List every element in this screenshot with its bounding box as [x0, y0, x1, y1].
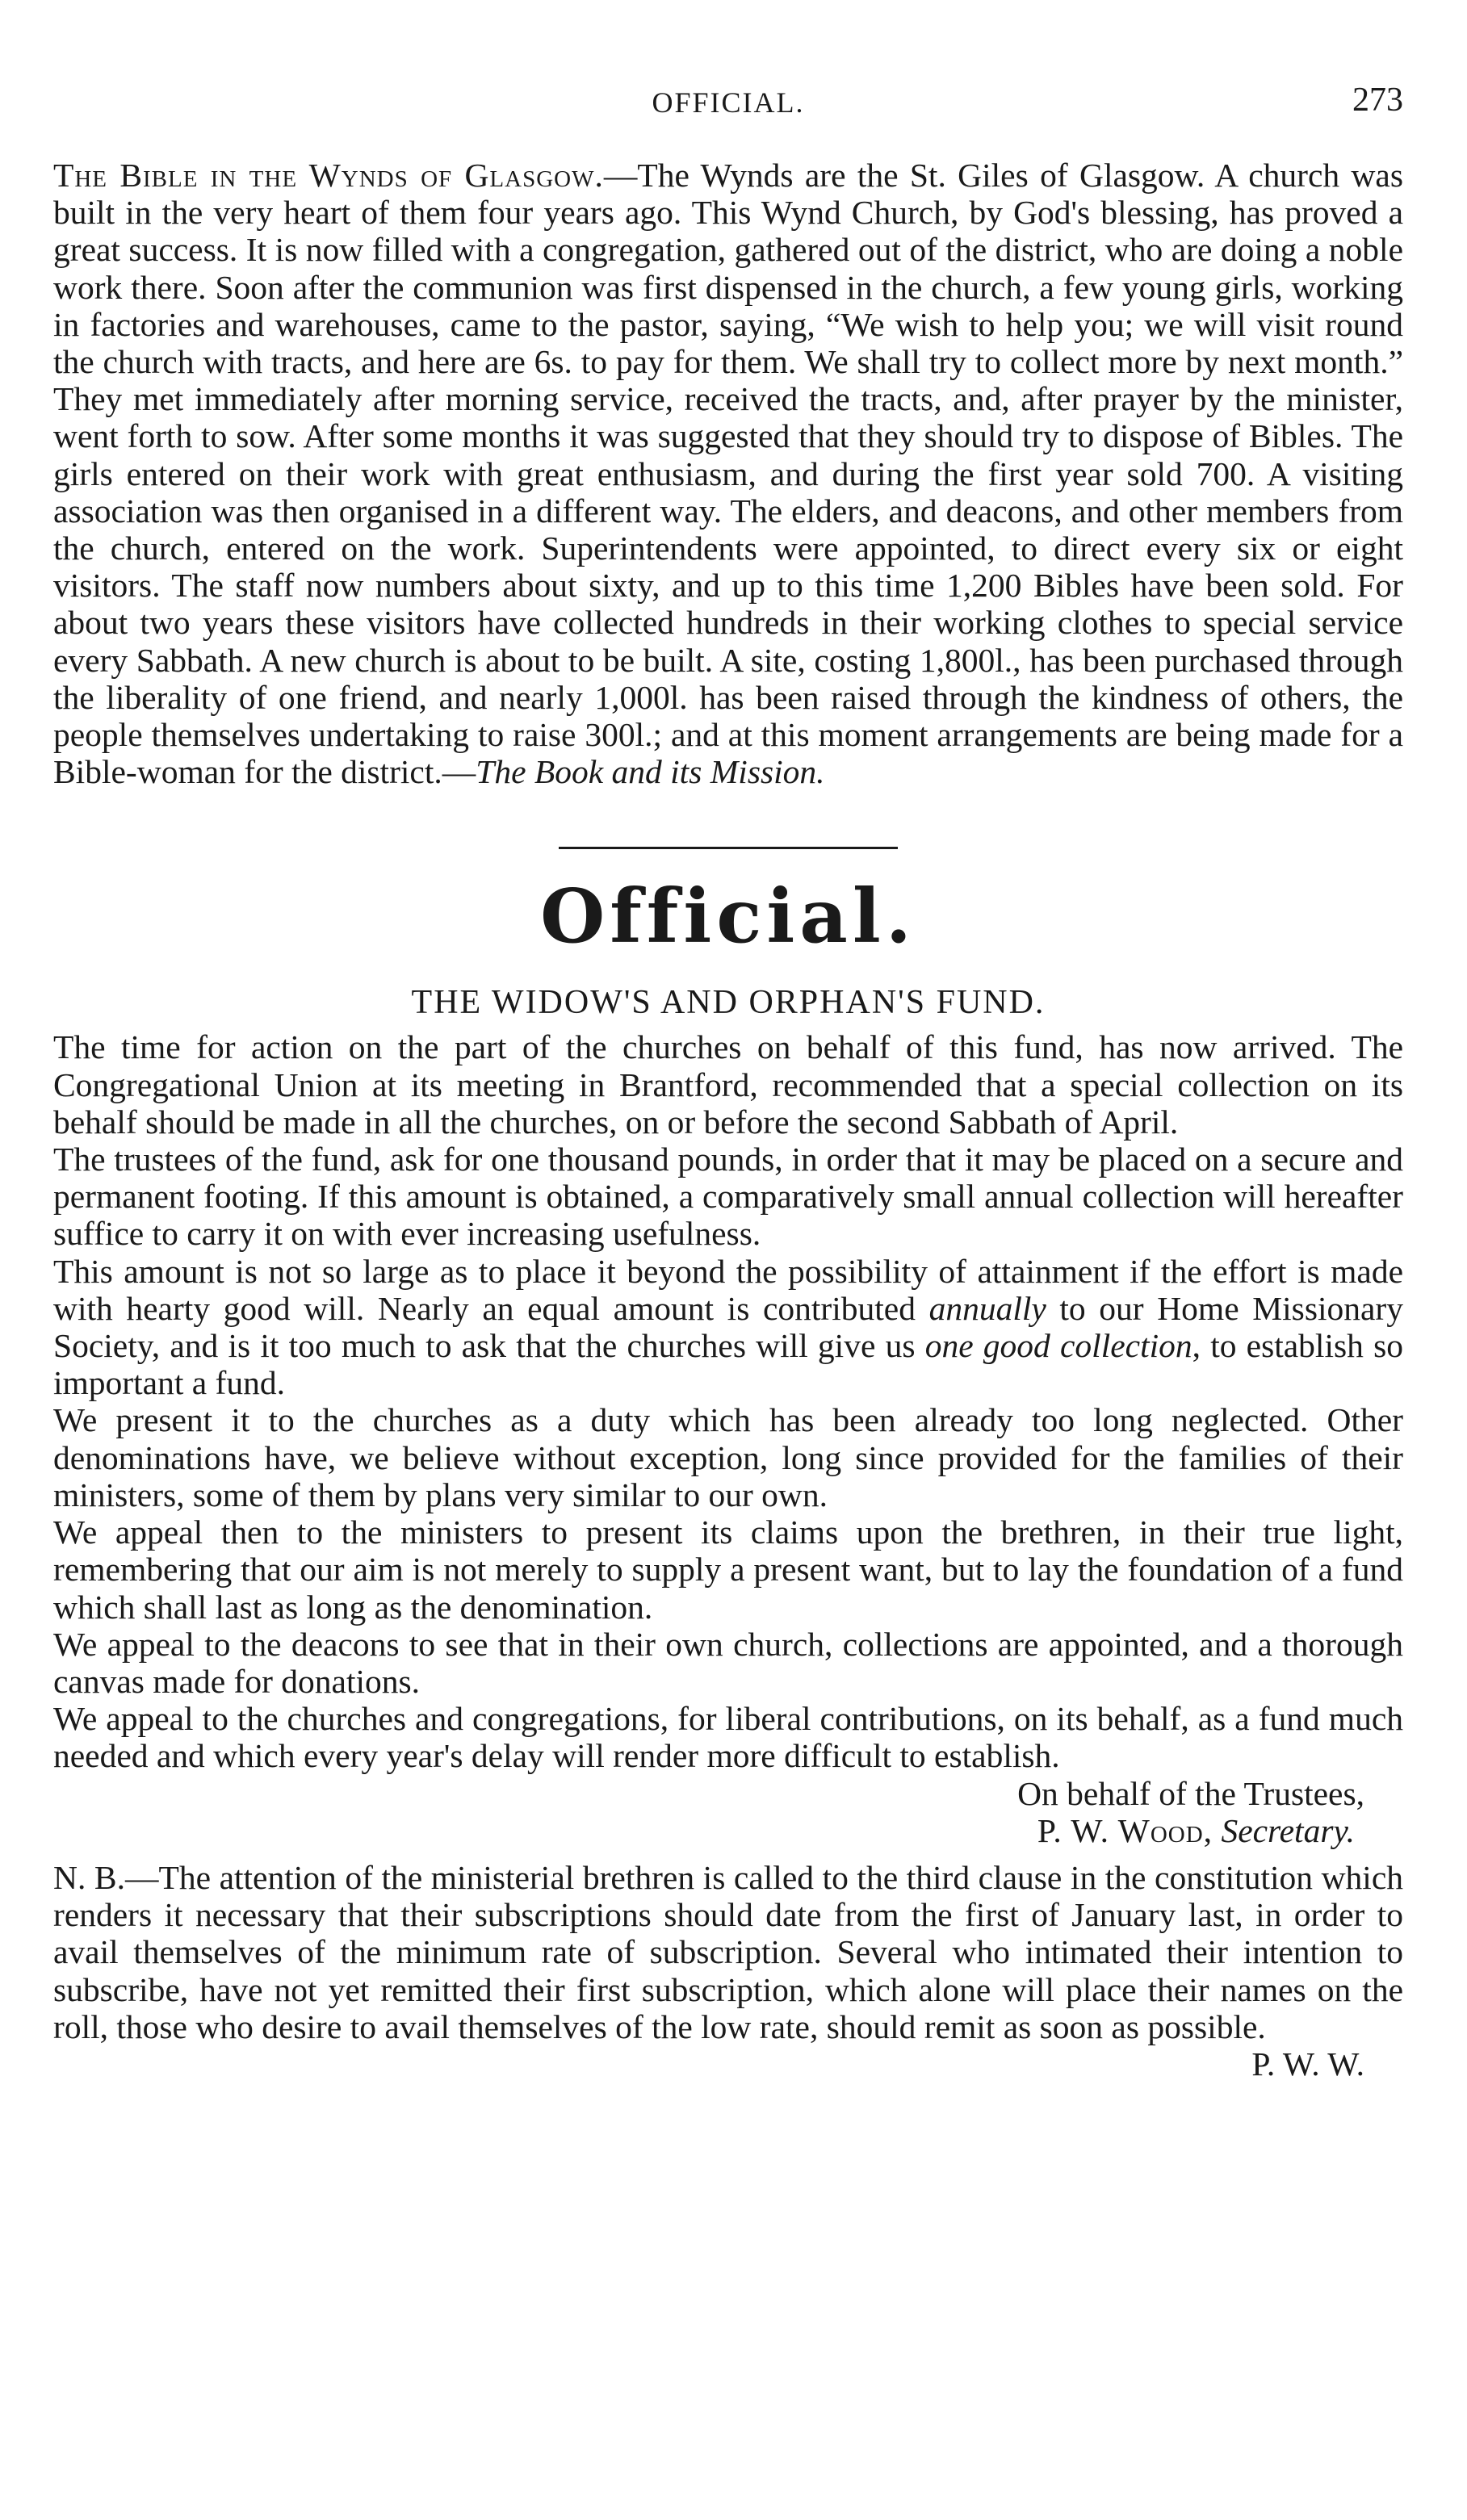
fund-paragraph-5: We appeal then to the ministers to present its claims upon the brethren, in their true light, remembering that our aim is not merely to supply a present want, but to lay the foundation of a fund which shall last as long as the denomination.: [53, 1513, 1403, 1626]
fund-title: THE WIDOW'S AND ORPHAN'S FUND.: [411, 984, 1046, 1022]
article-body: —The Wynds are the St. Giles of Glasgow. A church was built in the very heart of them four years ago. This Wynd Church, by God's blessing, has proved a great success. It is now filled with a congregation, gathered out of the district, who are doing a noble work there. Soon after the communion was first dispensed in the church, a few young girls, working in factories and warehouses, came to the pastor, saying, “We wish to help you; we will visit round the church with tracts, and here are 6s. to pay for them. We shall try to collect more by next month.” They met immediately after morning service, received the tracts, and, after prayer by the minister, went forth to sow. After some months it was suggested that they should try to dispose of Bibles. The girls entered on their work with great enthusiasm, and during the first year sold 700. A visiting association was then organised in a different way. The elders, and deacons, and other members from the church, entered on the work. Superintendents were appointed, to direct every six or eight visitors. The staff now numbers about sixty, and up to this time 1,200 Bibles have been sold. For about two years these visitors have collected hundreds in their working clothes to special service every Sabbath. A new church is about to be built. A site, costing 1,800l., has been purchased through the liberality of one friend, and nearly 1,000l. has been raised through the kindness of others, the people themselves undertaking to raise 300l.; and at this moment arrangements are being made for a Bible-woman for the district.—: [53, 157, 1403, 791]
signature-name: P. W. Wood,: [1037, 1811, 1213, 1849]
article-title: The Bible in the Wynds of Glasgow.: [53, 157, 604, 194]
fund-p3-emphasis-collection: one good collection: [924, 1327, 1192, 1365]
article-source: The Book and its Mission.: [476, 753, 825, 791]
fund-paragraph-3: [53, 1253, 1403, 1402]
running-title: OFFICIAL.: [652, 86, 805, 119]
fund-p3-text-a: This amount is not so large as to place it beyond the possibility of attainment if the effort is made with hearty good will. Nearly an equal amount is contributed: [53, 1252, 1403, 1327]
page-number: 273: [1352, 82, 1403, 119]
fund-paragraph-2: The trustees of the fund, ask for one thousand pounds, in order that it may be placed on a secure and permanent footing. If this amount is obtained, a comparatively small annual collection will hereafter suffice to carry it on with ever increasing usefulness.: [53, 1141, 1403, 1253]
signature-role: Secretary.: [1221, 1811, 1355, 1849]
initials: P. W. W.: [1251, 2045, 1364, 2083]
fund-p3-text-b: to our Home Missionary Society, and is it too much to ask that the churches will give us: [53, 1289, 1403, 1365]
fund-p3-text-c: , to establish so important a fund.: [53, 1327, 1403, 1402]
signature: [53, 1812, 1403, 1849]
article-bible-in-wynds: [53, 157, 1403, 790]
on-behalf-line: On behalf of the Trustees,: [1017, 1774, 1364, 1812]
section-heading: Official.: [540, 873, 916, 961]
fund-paragraph-7: We appeal to the churches and congregations, for liberal contributions, on its behalf, as a fund much needed and which every year's delay will render more difficult to establish.: [53, 1700, 1403, 1775]
fund-paragraph-1: The time for action on the part of the churches on behalf of this fund, has now arrived. The Congregational Union at its meeting in Brantford, recommended that a special collection on its behalf should be made in all the churches, on or before the second Sabbath of April.: [53, 1028, 1403, 1141]
nb-label: N. B.: [53, 1858, 125, 1896]
section-divider: [559, 847, 898, 849]
nota-bene: [53, 1858, 1403, 2083]
fund-paragraph-6: We appeal to the deacons to see that in their own church, collections are appointed, and a thorough canvas made for donations.: [53, 1625, 1403, 1700]
nb-text: —The attention of the ministerial brethren is called to the third clause in the constitution which renders it necessary that their subscriptions should date from the first of January last, in order to avail themselves of the minimum rate of subscription. Several who intimated their intention to subscribe, have not yet remitted their first subscription, which alone will place their names on the roll, those who desire to avail themselves of the low rate, should remit as soon as possible.: [53, 1858, 1403, 2045]
fund-paragraph-4: We present it to the churches as a duty which has been already too long neglected. Other denominations have, we believe without exception, long since provided for the families of their ministers, some of them by plans very similar to our own.: [53, 1401, 1403, 1513]
document-page: [53, 81, 1403, 2083]
fund-p3-emphasis-annually: annually: [928, 1289, 1046, 1327]
running-head: [53, 81, 1403, 131]
